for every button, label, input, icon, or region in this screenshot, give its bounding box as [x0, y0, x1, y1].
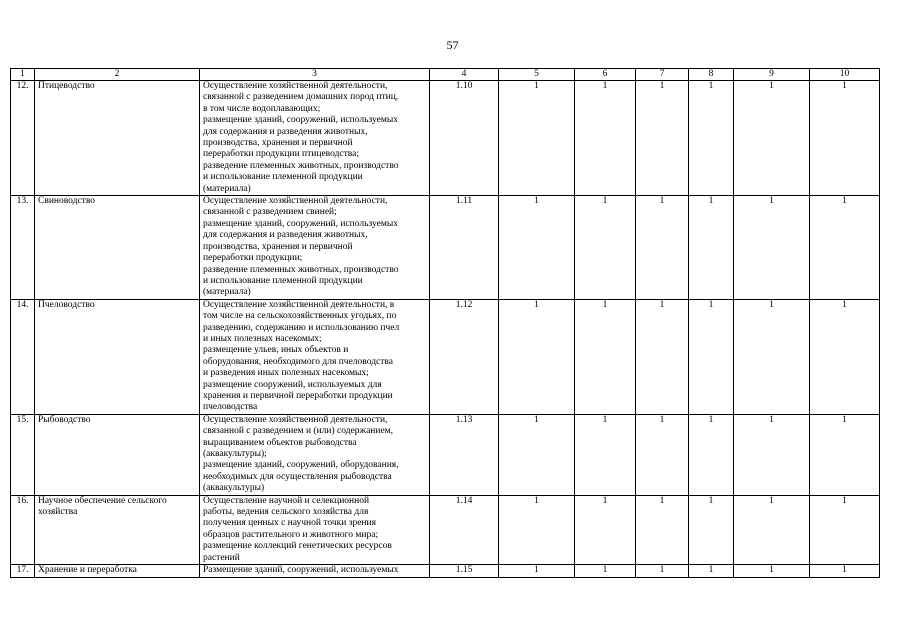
table-body: [11, 81, 880, 578]
land-use-description-line: Осуществление научной и селекционной: [203, 495, 370, 506]
land-use-description: [200, 565, 430, 578]
zone-value: 1: [636, 495, 689, 564]
column-header: 9: [734, 69, 810, 81]
land-use-description: [200, 299, 430, 414]
column-header: 10: [810, 69, 880, 81]
land-use-description-line: разведение племенных животных, производство: [203, 264, 399, 275]
land-use-description-line: связанной с разведением домашних пород птиц,: [203, 92, 399, 103]
land-use-code: 1.13: [430, 414, 499, 495]
land-use-description-line: выращиванием объектов рыбоводства: [203, 437, 357, 448]
land-use-description-line: разведение племенных животных, производство: [203, 160, 399, 171]
land-use-description-line: (аквакультуры);: [203, 449, 267, 459]
land-use-description-line: оборудования, необходимого для пчеловодства: [203, 356, 393, 367]
land-use-description-line: размещение зданий, сооружений, оборудования,: [203, 460, 399, 471]
zone-value: 1: [499, 299, 575, 414]
land-use-name-line: Научное обеспечение сельского: [38, 495, 167, 506]
zone-value: 1: [575, 565, 636, 578]
zone-value: 1: [575, 299, 636, 414]
land-use-code: 1.15: [430, 565, 499, 578]
land-use-code: 1.14: [430, 495, 499, 564]
land-use-description-line: Осуществление хозяйственной деятельности, в: [203, 299, 395, 310]
land-use-description: [200, 81, 430, 196]
land-use-description-line: Размещение зданий, сооружений, используемых: [203, 565, 399, 576]
land-use-description-line: производства, хранения и первичной: [203, 241, 353, 252]
land-use-description-line: переработки продукции птицеводства;: [203, 149, 359, 160]
column-number-row: [11, 69, 880, 81]
table-row: [11, 196, 880, 300]
column-header: 2: [35, 69, 200, 81]
zone-value: 1: [734, 565, 810, 578]
land-use-code: 1.10: [430, 81, 499, 196]
land-use-description-line: связанной с разведением свиней;: [203, 207, 337, 218]
land-use-name: Пчеловодство: [35, 299, 200, 414]
land-use-description-line: и иных полезных насекомых;: [203, 333, 322, 344]
zone-value: 1: [810, 565, 880, 578]
row-number: 17.: [11, 565, 35, 578]
table-row: [11, 299, 880, 414]
land-use-description-line: размещение коллекций генетических ресурсов: [203, 541, 392, 552]
zone-value: 1: [499, 414, 575, 495]
land-use-name-line: хозяйства: [38, 507, 78, 518]
land-use-name: Птицеводство: [35, 81, 200, 196]
land-use-description-line: (материала): [203, 183, 251, 194]
land-use-description-line: размещение зданий, сооружений, используемых: [203, 218, 398, 229]
zone-value: 1: [734, 414, 810, 495]
land-use-description: [200, 196, 430, 300]
land-use-description-line: Осуществление хозяйственной деятельности,: [203, 81, 388, 91]
land-use-name: [35, 495, 200, 564]
land-use-description-line: работы, ведения сельского хозяйства для: [203, 507, 369, 518]
zone-value: 1: [499, 196, 575, 300]
zone-value: 1: [734, 299, 810, 414]
land-use-description-line: получения ценных с научной точки зрения: [203, 518, 376, 529]
zone-value: 1: [575, 495, 636, 564]
column-header: 4: [430, 69, 499, 81]
zone-value: 1: [810, 495, 880, 564]
row-number: 12.: [11, 81, 35, 196]
zone-value: 1: [636, 565, 689, 578]
zone-value: 1: [689, 299, 734, 414]
column-header: 6: [575, 69, 636, 81]
page-number: 57: [446, 38, 459, 52]
land-use-table: [10, 68, 880, 578]
zone-value: 1: [810, 196, 880, 300]
column-header: 7: [636, 69, 689, 81]
zone-value: 1: [689, 196, 734, 300]
row-number: 14.: [11, 299, 35, 414]
zone-value: 1: [499, 81, 575, 196]
land-use-description-line: размещение зданий, сооружений, используемых: [203, 115, 398, 126]
land-use-description-line: хранения и первичной переработки продукции: [203, 390, 393, 401]
table-row: [11, 81, 880, 196]
land-use-description-line: (материала): [203, 287, 251, 298]
land-use-description-line: и использование племенной продукции: [203, 275, 363, 286]
column-header: 5: [499, 69, 575, 81]
row-number: 16.: [11, 495, 35, 564]
zone-value: 1: [689, 495, 734, 564]
land-use-description-line: переработки продукции;: [203, 253, 303, 264]
column-header: 8: [689, 69, 734, 81]
land-use-name: Хранение и переработка: [35, 565, 200, 578]
zone-value: 1: [636, 299, 689, 414]
table-row: [11, 495, 880, 564]
land-use-description-line: растений: [203, 552, 240, 563]
zone-value: 1: [499, 495, 575, 564]
land-use-description-line: размещение ульев, иных объектов и: [203, 345, 349, 356]
zone-value: 1: [810, 414, 880, 495]
land-use-description-line: и разведения иных полезных насекомых;: [203, 368, 369, 379]
land-use-name: Рыбоводство: [35, 414, 200, 495]
land-use-description-line: производства, хранения и первичной: [203, 138, 353, 149]
zone-value: 1: [689, 565, 734, 578]
zone-value: 1: [575, 81, 636, 196]
land-use-name: Свиноводство: [35, 196, 200, 300]
zone-value: 1: [810, 299, 880, 414]
column-header: 1: [11, 69, 35, 81]
land-use-description-line: необходимых для осуществления рыбоводства: [203, 471, 392, 482]
land-use-description-line: (аквакультуры): [203, 483, 265, 494]
land-use-description: [200, 495, 430, 564]
zone-value: 1: [575, 414, 636, 495]
land-use-code: 1.12: [430, 299, 499, 414]
zone-value: 1: [689, 81, 734, 196]
land-use-description-line: том числе на сельскохозяйственных угодьях, по: [203, 311, 397, 322]
table-row: [11, 414, 880, 495]
land-use-description-line: и использование племенной продукции: [203, 172, 363, 183]
land-use-description-line: разведению, содержанию и использованию пчел: [203, 322, 400, 333]
land-use-description-line: размещение сооружений, используемых для: [203, 379, 382, 390]
zone-value: 1: [636, 196, 689, 300]
zone-value: 1: [575, 196, 636, 300]
zone-value: 1: [734, 196, 810, 300]
land-use-description-line: Осуществление хозяйственной деятельности,: [203, 414, 388, 425]
zone-value: 1: [734, 81, 810, 196]
zone-value: 1: [689, 414, 734, 495]
zone-value: 1: [734, 495, 810, 564]
land-use-description-line: для содержания и разведения животных,: [203, 126, 368, 137]
column-header: 3: [200, 69, 430, 81]
land-use-description-line: связанной с разведением и (или) содержанием,: [203, 426, 394, 437]
row-number: 13.: [11, 196, 35, 300]
zone-value: 1: [810, 81, 880, 196]
land-use-description-line: Осуществление хозяйственной деятельности,: [203, 196, 388, 207]
land-use-description-line: образцов растительного и животного мира;: [203, 529, 379, 540]
zone-value: 1: [499, 565, 575, 578]
land-use-description-line: пчеловодства: [203, 402, 258, 413]
land-use-code: 1.11: [430, 196, 499, 300]
land-use-description: [200, 414, 430, 495]
zone-value: 1: [636, 81, 689, 196]
row-number: 15.: [11, 414, 35, 495]
zone-value: 1: [636, 414, 689, 495]
land-use-description-line: в том числе водоплавающих;: [203, 103, 321, 114]
table-row: [11, 565, 880, 578]
land-use-description-line: для содержания и разведения животных,: [203, 230, 368, 241]
